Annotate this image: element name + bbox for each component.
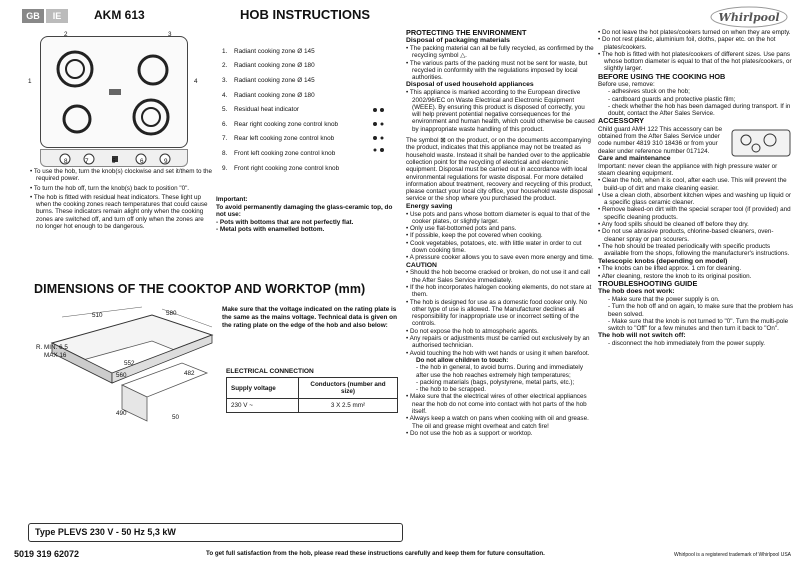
important-note: Important: To avoid permanently damaging the glass-ceramic top, do not use: - Pots with bottoms that are not perfectly flat. - Metal pots with enamelled bottom.	[216, 196, 393, 234]
list-item: 7. Rear left cooking zone control knob	[222, 135, 335, 143]
list-item: 3. Radiant cooking zone Ø 145	[222, 76, 315, 84]
knob-indicator-icon	[370, 106, 388, 152]
callout-5: 5	[112, 158, 116, 165]
voltage-note: Make sure that the voltage indicated on the rating plate is the same as the mains voltage. Technical data is given on the rating plate on the edge of the hob and also below:	[222, 306, 397, 329]
section-subheading: Care and maintenance	[598, 154, 671, 162]
dim-label: 510	[92, 312, 103, 319]
callout-7: 7	[85, 158, 89, 165]
table-header: Supply voltage	[227, 378, 299, 399]
electrical-title: ELECTRICAL CONNECTION	[226, 368, 314, 375]
callout-4: 4	[194, 78, 198, 85]
dim-label: 482	[184, 370, 195, 377]
dim-label: 490	[116, 410, 127, 417]
usage-item: • The hob is fitted with residual heat indicators. These light up when the cooking zones reach temperatures that could cause burns. These indicators remain alight only when the cooking zones are switched off, and turn off only when the zones are no longer hot enough to be dangerous.	[30, 193, 208, 231]
callout-9: 9	[164, 158, 168, 165]
electrical-table	[226, 377, 398, 413]
type-rating-box: Type PLEVS 230 V - 50 Hz 5,3 kW	[28, 523, 403, 542]
usage-item: • To turn the hob off, turn the knob(s) back to position "0".	[30, 184, 190, 192]
section-heading: PROTECTING THE ENVIRONMENT	[406, 28, 527, 37]
lang-badge-ie: IE	[46, 9, 68, 23]
callout-8: 8	[64, 158, 68, 165]
footer-note: To get full satisfaction from the hob, please read these instructions carefully and keep them for future consultation.	[206, 550, 545, 557]
important-title: Important:	[216, 196, 248, 203]
list-item: 4. Radiant cooking zone Ø 180	[222, 91, 315, 99]
dimensions-heading: DIMENSIONS OF THE COOKTOP AND WORKTOP (mm)	[34, 282, 366, 296]
table-cell: 3 X 2.5 mm²	[299, 399, 398, 413]
hob-top-diagram	[40, 36, 188, 148]
list-item: 1. Radiant cooking zone Ø 145	[222, 47, 315, 55]
environment-column: PROTECTING THE ENVIRONMENT Disposal of packaging materials • The packing material can all be fully recycled, as confirmed by the recycling symbol △. • The various parts of the packing must not be sent for waste, but recycled in conformity with the regulations imposed by local authorities. Disposal of used household appliances • This appliance is marked according to the European directive 2002/96/EC on Waste Electrical and Electronic Equipment (WEEE). By ensuring this product is disposed of correctly, you will help prevent potential negative consequences for the environment and human health, which could otherwise be caused by inappropriate waste handling of this product. The symbol ⊠ on the product, or on the documents accompanying the product, indicates that this appliance may not be treated as household waste. Instead it shall be handed over to the applicable collection point for the recycling of electrical and electronic equipment. Disposal must be carried out in accordance with local environmental regulations for waste disposal. For more detailed information about treatment, recovery and recycling of this product, please contact your local city office, your household waste disposal service or the shop where you purchased the product. Energy saving • Use pots and pans whose bottom diameter is equal to that of the cooker plates, or slightly larger. • Only use flat-bottomed pots and pans. • If possible, keep the pot covered when cooking. • Cook vegetables, potatoes, etc. with little water in order to cut down cooking time. • A pressure cooker allows you to save even more energy and time. CAUTION • Should the hob become cracked or broken, do not use it and call the After Sales Service immediately. • If the hob incorporates halogen cooking elements, do not stare at them. • The hob is designed for use as a domestic food cooker only. No other type of use is allowed. The Manufacturer declines all responsibility for inappropriate use or incorrect setting of the controls. • Do not expose the hob to atmospheric agents. • Any repairs or adjustments must be carried out exclusively by an authorised technician. • Avoid touching the hob with wet hands or using it when barefoot. Do not allow children to touch: - the hob in general, to avoid burns. During and immediately after use the hob reaches extremely high temperatures; - packing materials (bags, polystyrene, metal parts, etc.); - the hob to be scrapped. • Make sure that the electrical wires of other electrical appliances near the hob do not come into contact with hot parts of the hob itself. • Always keep a watch on pans when cooking with oil and grease. The oil and grease might overheat and catch fire! • Do not use the hob as a support or worktop.	[406, 28, 595, 437]
table-cell: 230 V ~	[227, 399, 299, 413]
section-subheading: Disposal of packaging materials	[406, 37, 510, 45]
brand-name: Whirlpool	[718, 11, 780, 24]
usage-instructions	[30, 168, 212, 232]
callout-1: 1	[28, 78, 32, 85]
list-item: 5. Residual heat indicator	[222, 106, 300, 114]
section-subheading: The hob does not work:	[598, 288, 675, 296]
dim-label: 50	[172, 414, 180, 421]
table-header: Conductors (number and size)	[299, 378, 398, 399]
callout-2: 2	[64, 31, 68, 38]
dim-label: R. MIN. 6.5	[36, 344, 68, 351]
trademark-note: Whirlpool is a registered trademark of Whirlpool USA	[674, 552, 791, 558]
section-subheading: Telescopic knobs (depending on model)	[598, 257, 728, 265]
section-heading: BEFORE USING THE COOKING HOB	[598, 71, 726, 81]
list-item: 8. Front left cooking zone control knob	[222, 149, 336, 157]
brand-logo	[708, 4, 790, 30]
document-code: 5019 319 62072	[14, 549, 80, 559]
list-item: 9. Front right cooking zone control knob	[222, 164, 340, 172]
model-number: AKM 613	[94, 8, 145, 22]
lang-badge-gb: GB	[22, 9, 44, 23]
callout-3: 3	[168, 31, 172, 38]
dim-label: 552	[124, 360, 135, 367]
section-heading: ACCESSORY	[598, 116, 644, 126]
usage-item: • To use the hob, turn the knob(s) clockwise and set it/them to the required power.	[30, 168, 212, 183]
section-heading: TROUBLESHOOTING GUIDE	[598, 278, 698, 288]
section-subheading: The hob will not switch off:	[598, 332, 686, 340]
section-subheading: Disposal of used household appliances	[406, 81, 534, 89]
dim-label: MAX 16	[44, 352, 67, 359]
section-subheading: CAUTION	[406, 261, 437, 269]
callout-6: 6	[140, 158, 144, 165]
child-guard-icon	[730, 126, 792, 160]
page-title: HOB INSTRUCTIONS	[240, 7, 370, 22]
list-item: 6. Rear right cooking zone control knob	[222, 120, 339, 128]
dim-label: 580	[166, 310, 177, 317]
usage-column: • Do not leave the hot plates/cookers turned on when they are empty. • Do not rest plastic, aluminium foil, cloths, paper etc. on the hot plates/cookers. • The hob is fitted with hot plates/cookers of different sizes. Use pans whose bottom diameter is equal to that of the hot plates/cookers, or slightly larger. BEFORE USING THE COOKING HOB Before use, remove: - adhesives stuck on the hob; - cardboard guards and protective plastic film; - check whether the hob has been damaged during transport. If in doubt, contact the After Sales Service. ACCESSORY Child guard AMH 122 This accessory can be obtained from the After Sales Service under code number 4819 310 18436 or from your dealer under reference number 017124. Care and maintenance Important: never clean the appliance with high pressure water or steam cleaning equipment. • Clean the hob, when it is cool, after each use. This will prevent the build-up of dirt and make cleaning easier. • Use a clean cloth, absorbent kitchen wipes and washing up liquid or a specific glass ceramic cleaner. • Remove baked-on dirt with the special scraper tool (if provided) and specific cleaning products. • Any food spills should be cleaned off before they dry. • Do not use abrasive products, chlorine-based cleaners, oven-cleaner spray or pan scourers. • The hob should be treated periodically with specific products available from the shops, following the manufacturer's instructions. Telescopic knobs (depending on model) • The knobs can be lifted approx. 1 cm for cleaning. • After cleaning, restore the knob to its original position. TROUBLESHOOTING GUIDE The hob does not work: - Make sure that the power supply is on. - Turn the hob off and on again, to make sure that the problem has been solved. - Make sure that the knob is not turned to "0". Turn the multi-pole switch to "Off" for a few minutes and then turn it back to "On". The hob will not switch off: - disconnect the hob immediately from the power supply.	[598, 29, 794, 348]
parts-list	[222, 44, 382, 175]
list-item: 2. Radiant cooking zone Ø 180	[222, 62, 315, 70]
section-subheading: Energy saving	[406, 202, 453, 210]
dim-label: 560	[116, 372, 127, 379]
